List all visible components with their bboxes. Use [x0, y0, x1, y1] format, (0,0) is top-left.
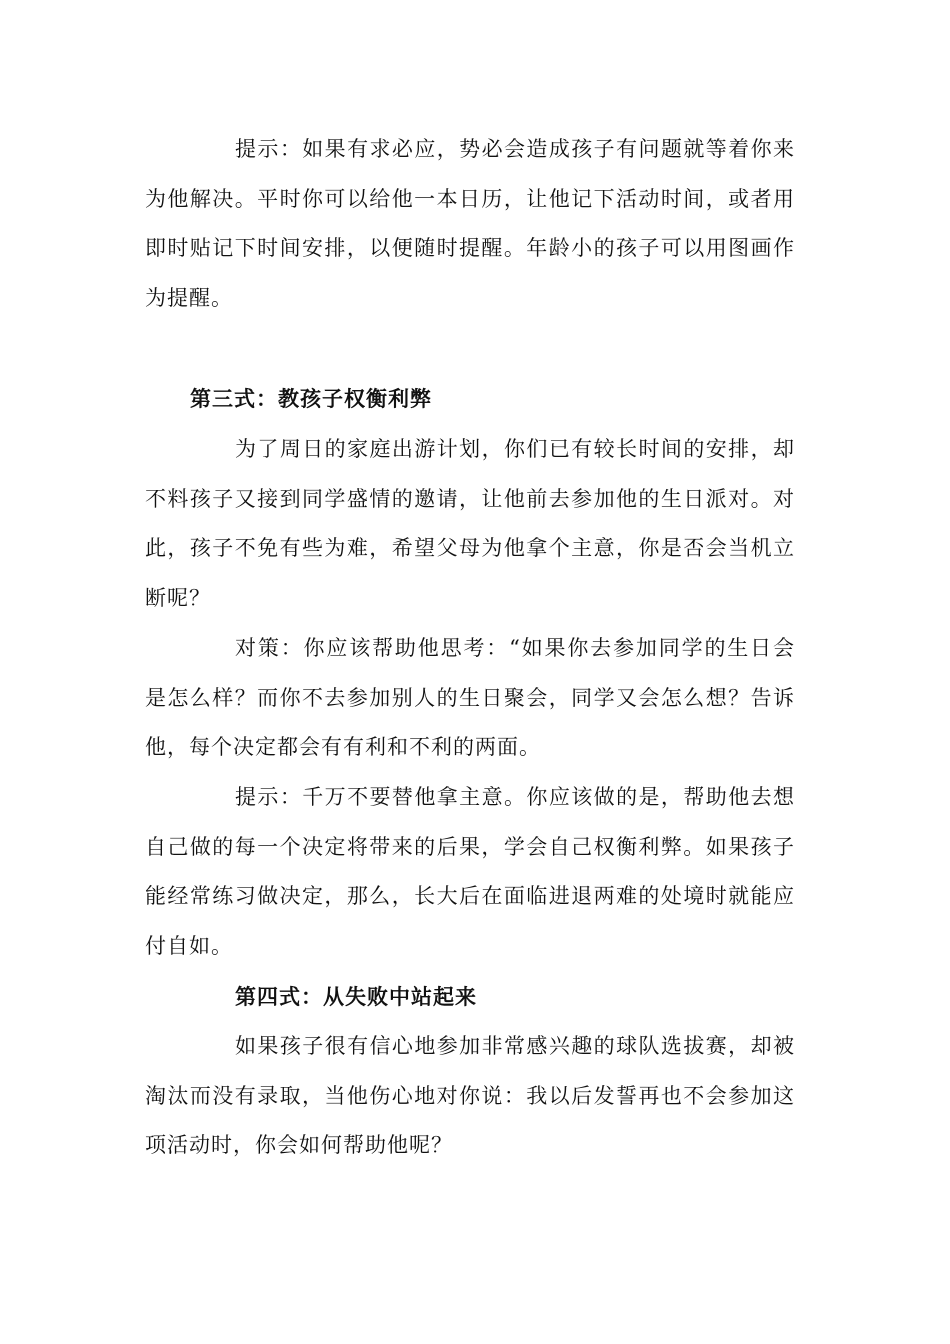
section-3-heading: 第三式：教孩子权衡利弊 [190, 386, 432, 411]
section-3-scenario-paragraph: 为了周日的家庭出游计划，你们已有较长时间的安排，却不料孩子又接到同学盛情的邀请，让他前去参加他的生日派对。对此，孩子不免有些为难，希望父母为他拿个主意，你是否会当机立断呢？ [145, 437, 795, 610]
section-3-tip-paragraph: 提示：千万不要替他拿主意。你应该做的是，帮助他去想自己做的每一个决定将带来的后果，学会自己权衡利弊。如果孩子能经常练习做决定，那么，长大后在面临进退两难的处境时就能应付自如。 [145, 785, 795, 958]
section-3-strategy-paragraph: 对策：你应该帮助他思考：“如果你去参加同学的生日会是怎么样？而你不去参加别人的生日聚会，同学又会怎么想？告诉他，每个决定都会有有利和不利的两面。 [145, 636, 795, 759]
tip-reminder-paragraph: 提示：如果有求必应，势必会造成孩子有问题就等着你来为他解决。平时你可以给他一本日历，让他记下活动时间，或者用即时贴记下时间安排，以便随时提醒。年龄小的孩子可以用图画作为提醒。 [145, 137, 795, 310]
section-4-heading: 第四式：从失败中站起来 [235, 984, 477, 1009]
section-4-scenario-paragraph: 如果孩子很有信心地参加非常感兴趣的球队选拔赛，却被淘汰而没有录取，当他伤心地对你说：我以后发誓再也不会参加这项活动时，你会如何帮助他呢？ [145, 1034, 795, 1157]
